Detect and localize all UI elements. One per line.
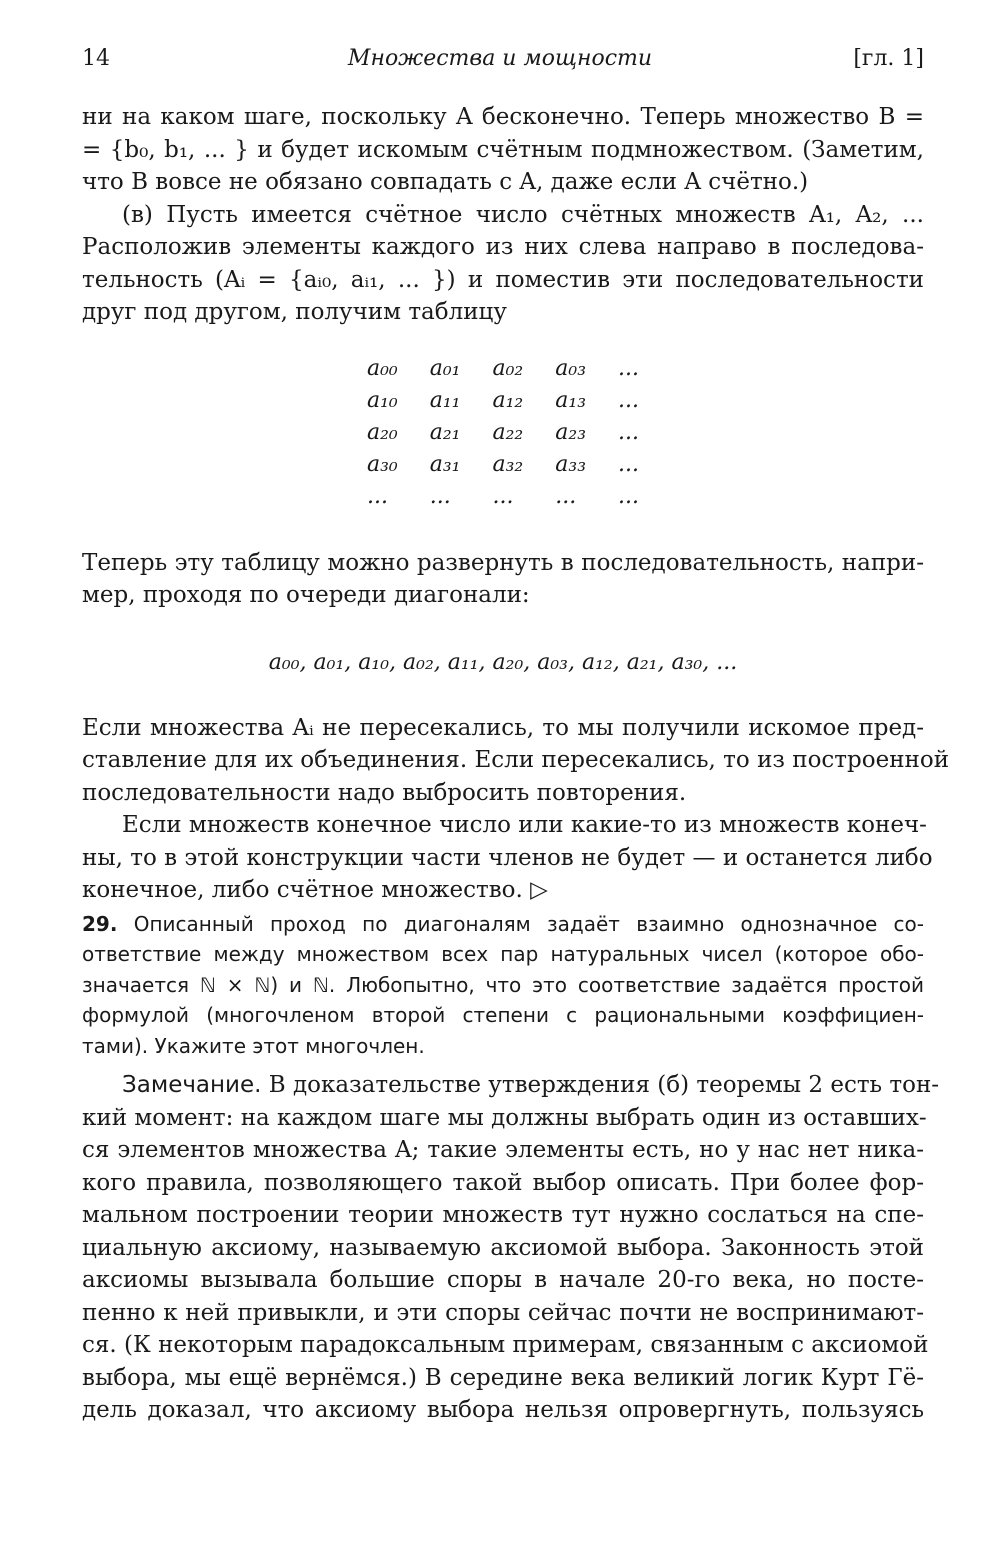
paragraph-5 — [82, 809, 933, 907]
text-line: ся элементов множества A; такие элементы есть, но у нас нет ника- — [82, 1137, 924, 1163]
element-table — [351, 353, 655, 513]
text-line: мер, проходя по очереди диагонали: — [82, 582, 530, 608]
text-line: циальную аксиому, называемую аксиомой выбора. Законность этой — [82, 1234, 924, 1261]
paragraph-2 — [82, 199, 924, 329]
table-cell: ... — [618, 419, 640, 445]
table-cell: ... — [618, 387, 640, 413]
table-cell: a₂₂ — [492, 419, 524, 445]
text-line: кий момент: на каждом шаге мы должны выбрать один из оставших- — [82, 1104, 927, 1131]
text-line: тельность (Aᵢ = {aᵢ₀, aᵢ₁, ... }) и поместив эти последовательности — [82, 266, 924, 293]
text-line: значается ℕ × ℕ) и ℕ. Любопытно, что это соответствие задаётся простой — [82, 972, 924, 997]
table-row — [351, 449, 655, 481]
table-row — [351, 385, 655, 417]
text-line: мальном построении теории множеств тут нужно сослаться на спе- — [82, 1202, 924, 1228]
table-cell: a₀₂ — [492, 355, 524, 381]
text-line: Если множеств конечное число или какие-то из множеств конеч- — [122, 812, 927, 838]
text-line: Если множества Aᵢ не пересекались, то мы получили искомое пред- — [82, 714, 924, 741]
table-cell: a₁₃ — [555, 387, 587, 413]
table-cell: a₁₂ — [492, 387, 524, 413]
table-cell: a₁₁ — [429, 387, 461, 413]
text-line: что B вовсе не обязано совпадать с A, даже если A счётно.) — [82, 169, 809, 195]
text-line: друг под другом, получим таблицу — [82, 299, 507, 325]
paragraph-3 — [82, 547, 924, 612]
table-row — [351, 481, 655, 513]
table-cell: ... — [366, 483, 388, 509]
page-body — [82, 101, 950, 1427]
text-line: ся. (К некоторым парадоксальным примерам, связанным с аксиомой — [82, 1332, 929, 1358]
table-cell: ... — [492, 483, 514, 509]
text-line: ответствие между множеством всех пар натуральных чисел (которое обо- — [82, 942, 924, 966]
remark — [82, 1069, 940, 1427]
table-row — [351, 353, 655, 385]
text-line: последовательности надо выбросить повторения. — [82, 779, 687, 806]
text-line: Расположив элементы каждого из них слева направо в последова- — [82, 234, 924, 260]
remark-text: В доказательстве утверждения (б) теоремы 2 есть тон- — [268, 1072, 940, 1098]
problem-text: Описанный проход по диагоналям задаёт взаимно однозначное со- — [133, 911, 925, 936]
table-cell: a₃₃ — [555, 451, 587, 477]
text-line: аксиомы вызывала большие споры в начале 20-го века, но посте- — [82, 1267, 924, 1293]
text-line — [82, 909, 924, 940]
text-line: формулой (многочленом второй степени с рациональными коэффициен- — [82, 1003, 924, 1027]
table-cell: a₃₁ — [429, 451, 461, 477]
text-line: ны, то в этой конструкции части членов не будет — и останется либо — [82, 844, 933, 871]
remark-label: Замечание. — [122, 1072, 262, 1098]
table-cell: a₀₀ — [366, 355, 398, 381]
text-line: ставление для их объединения. Если пересекались, то из построенной — [82, 747, 950, 773]
table-cell: a₀₃ — [555, 355, 587, 381]
table-cell: a₂₁ — [429, 419, 461, 445]
chapter-marker: [гл. 1] — [853, 46, 924, 71]
text-line — [82, 1069, 940, 1102]
paragraph-4 — [82, 712, 950, 810]
text-line: ни на каком шаге, поскольку A бесконечно. Теперь множество B = — [82, 104, 924, 130]
table-cell: ... — [618, 355, 640, 381]
diagonal-sequence: a₀₀, a₀₁, a₁₀, a₀₂, a₁₁, a₂₀, a₀₃, a₁₂, a₂₁, a₃₀, ... — [268, 649, 738, 675]
text-line: (в) Пусть имеется счётное число счётных множеств A₁, A₂, ... — [122, 201, 924, 228]
table-cell: a₂₀ — [366, 419, 398, 445]
table-cell: ... — [429, 483, 451, 509]
text-line: кого правила, позволяющего такой выбор описать. При более фор- — [82, 1169, 924, 1196]
table-cell: ... — [618, 451, 640, 477]
table-cell: a₃₀ — [366, 451, 398, 477]
text-line: дель доказал, что аксиому выбора нельзя опровергнуть, пользуясь — [82, 1397, 924, 1423]
running-title: Множества и мощности — [347, 46, 653, 71]
text-line: выбора, мы ещё вернёмся.) В середине века великий логик Курт Гё- — [82, 1364, 924, 1391]
table-row — [351, 417, 655, 449]
table-cell: a₀₁ — [429, 355, 461, 381]
table-cell: ... — [618, 483, 640, 509]
table-cell: a₃₂ — [492, 451, 524, 477]
table-cell: a₁₀ — [366, 387, 398, 413]
problem-29 — [82, 909, 924, 1062]
text-line: пенно к ней привыкли, и эти споры сейчас почти не воспринимают- — [82, 1299, 924, 1326]
text-line: = {b₀, b₁, ... } и будет искомым счётным подмножеством. (Заметим, — [82, 136, 924, 163]
table-cell: a₂₃ — [555, 419, 587, 445]
paragraph-1 — [82, 101, 924, 199]
text-line: конечное, либо счётное множество. ▷ — [82, 877, 548, 903]
table-cell: ... — [555, 483, 577, 509]
page-number: 14 — [82, 46, 110, 71]
problem-number: 29. — [82, 911, 118, 936]
text-line: Теперь эту таблицу можно развернуть в последовательность, напри- — [82, 549, 924, 576]
text-line: тами). Укажите этот многочлен. — [82, 1033, 425, 1058]
